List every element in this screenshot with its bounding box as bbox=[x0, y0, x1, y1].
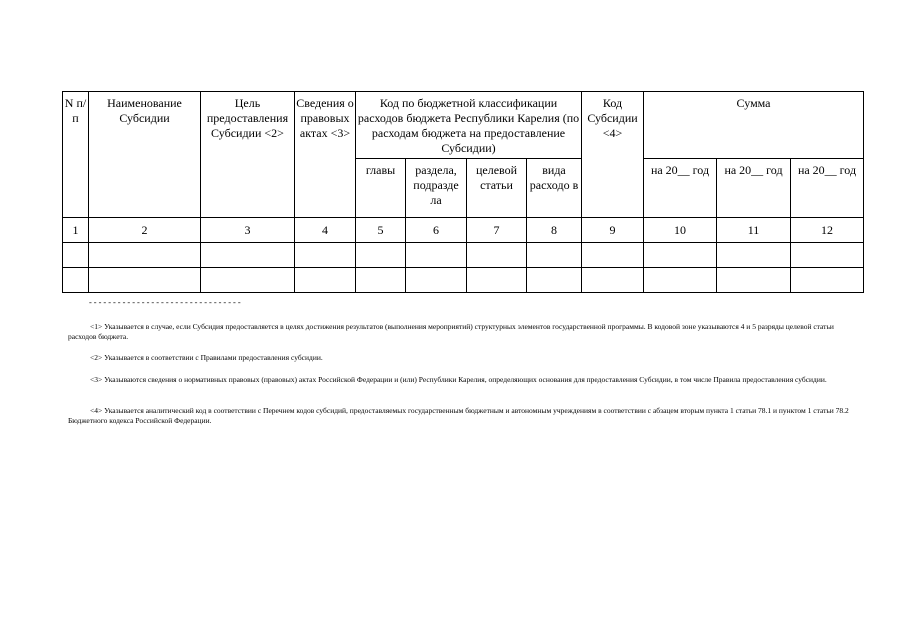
column-number: 11 bbox=[717, 218, 791, 243]
column-number: 4 bbox=[295, 218, 356, 243]
table-cell bbox=[791, 268, 864, 293]
footnote-1: <1> Указывается в случае, если Субсидия предоставляется в целях достижения результатов (выполнения мероприятий) структурных элементов государственной программы. В кодовой зоне указываются 4 и 5 разряды целевой статьи расходов бюджета. bbox=[68, 322, 834, 341]
table-cell bbox=[63, 268, 89, 293]
column-number: 10 bbox=[644, 218, 717, 243]
empty-table-row bbox=[63, 268, 864, 293]
table-cell bbox=[89, 243, 201, 268]
table-cell bbox=[356, 243, 406, 268]
column-number: 3 bbox=[201, 218, 295, 243]
column-number: 8 bbox=[527, 218, 582, 243]
table-cell bbox=[356, 268, 406, 293]
table-cell bbox=[295, 243, 356, 268]
table-cell bbox=[406, 243, 467, 268]
table-cell bbox=[791, 243, 864, 268]
column-number: 1 bbox=[63, 218, 89, 243]
footnote-separator: -------------------------------- bbox=[88, 299, 242, 308]
header-glavy: главы bbox=[356, 159, 406, 218]
header-name: Наименование Субсидии bbox=[89, 92, 201, 218]
table-cell bbox=[201, 243, 295, 268]
header-year-1: на 20__ год bbox=[644, 159, 717, 218]
column-number: 9 bbox=[582, 218, 644, 243]
column-number: 5 bbox=[356, 218, 406, 243]
table-cell bbox=[295, 268, 356, 293]
table-cell bbox=[201, 268, 295, 293]
header-purpose: Цель предоставления Субсидии <2> bbox=[201, 92, 295, 218]
table-cell bbox=[717, 243, 791, 268]
header-vida-raskhodov: вида расходо в bbox=[527, 159, 582, 218]
header-budget-code: Код по бюджетной классификации расходов бюджета Республики Карелия (по расходам бюджета на предоставление Субсидии) bbox=[356, 92, 582, 159]
header-row-1 bbox=[63, 92, 864, 159]
header-n: N п/п bbox=[63, 92, 89, 218]
table-cell bbox=[527, 243, 582, 268]
header-year-3: на 20__ год bbox=[791, 159, 864, 218]
table-cell bbox=[644, 268, 717, 293]
column-number: 7 bbox=[467, 218, 527, 243]
footnote-4: <4> Указывается аналитический код в соответствии с Перечнем кодов субсидий, предоставляемых государственным бюджетным и автономным учреждениям в соответствии с абзацем вторым пункта 1 статьи 78.1 и пунктом 1 статьи 78.2 Бюджетного кодекса Российской Федерации. bbox=[68, 406, 849, 425]
column-number: 12 bbox=[791, 218, 864, 243]
footnote-3: <3> Указываются сведения о нормативных правовых (правовых) актах Российской Федерации и (или) Республики Карелия, определяющих основания для предоставления Субсидии, в том числе Правила предоставления субсидии. bbox=[90, 375, 827, 384]
table-cell bbox=[582, 268, 644, 293]
table-cell bbox=[467, 268, 527, 293]
subsidy-table bbox=[62, 91, 864, 293]
table-cell bbox=[467, 243, 527, 268]
column-number: 6 bbox=[406, 218, 467, 243]
header-legal-acts: Сведения о правовых актах <3> bbox=[295, 92, 356, 218]
column-number-row bbox=[63, 218, 864, 243]
header-tselevoy-stati: целевой статьи bbox=[467, 159, 527, 218]
header-razdela: раздела, подразде ла bbox=[406, 159, 467, 218]
table-cell bbox=[527, 268, 582, 293]
footnote-2: <2> Указывается в соответствии с Правилами предоставления субсидии. bbox=[90, 353, 323, 362]
table-cell bbox=[717, 268, 791, 293]
table-cell bbox=[644, 243, 717, 268]
table-cell bbox=[63, 243, 89, 268]
table-cell bbox=[406, 268, 467, 293]
table-cell bbox=[89, 268, 201, 293]
header-sum: Сумма bbox=[644, 92, 864, 159]
empty-table-row bbox=[63, 243, 864, 268]
table-cell bbox=[582, 243, 644, 268]
header-year-2: на 20__ год bbox=[717, 159, 791, 218]
header-subsidy-code: Код Субсидии <4> bbox=[582, 92, 644, 218]
column-number: 2 bbox=[89, 218, 201, 243]
